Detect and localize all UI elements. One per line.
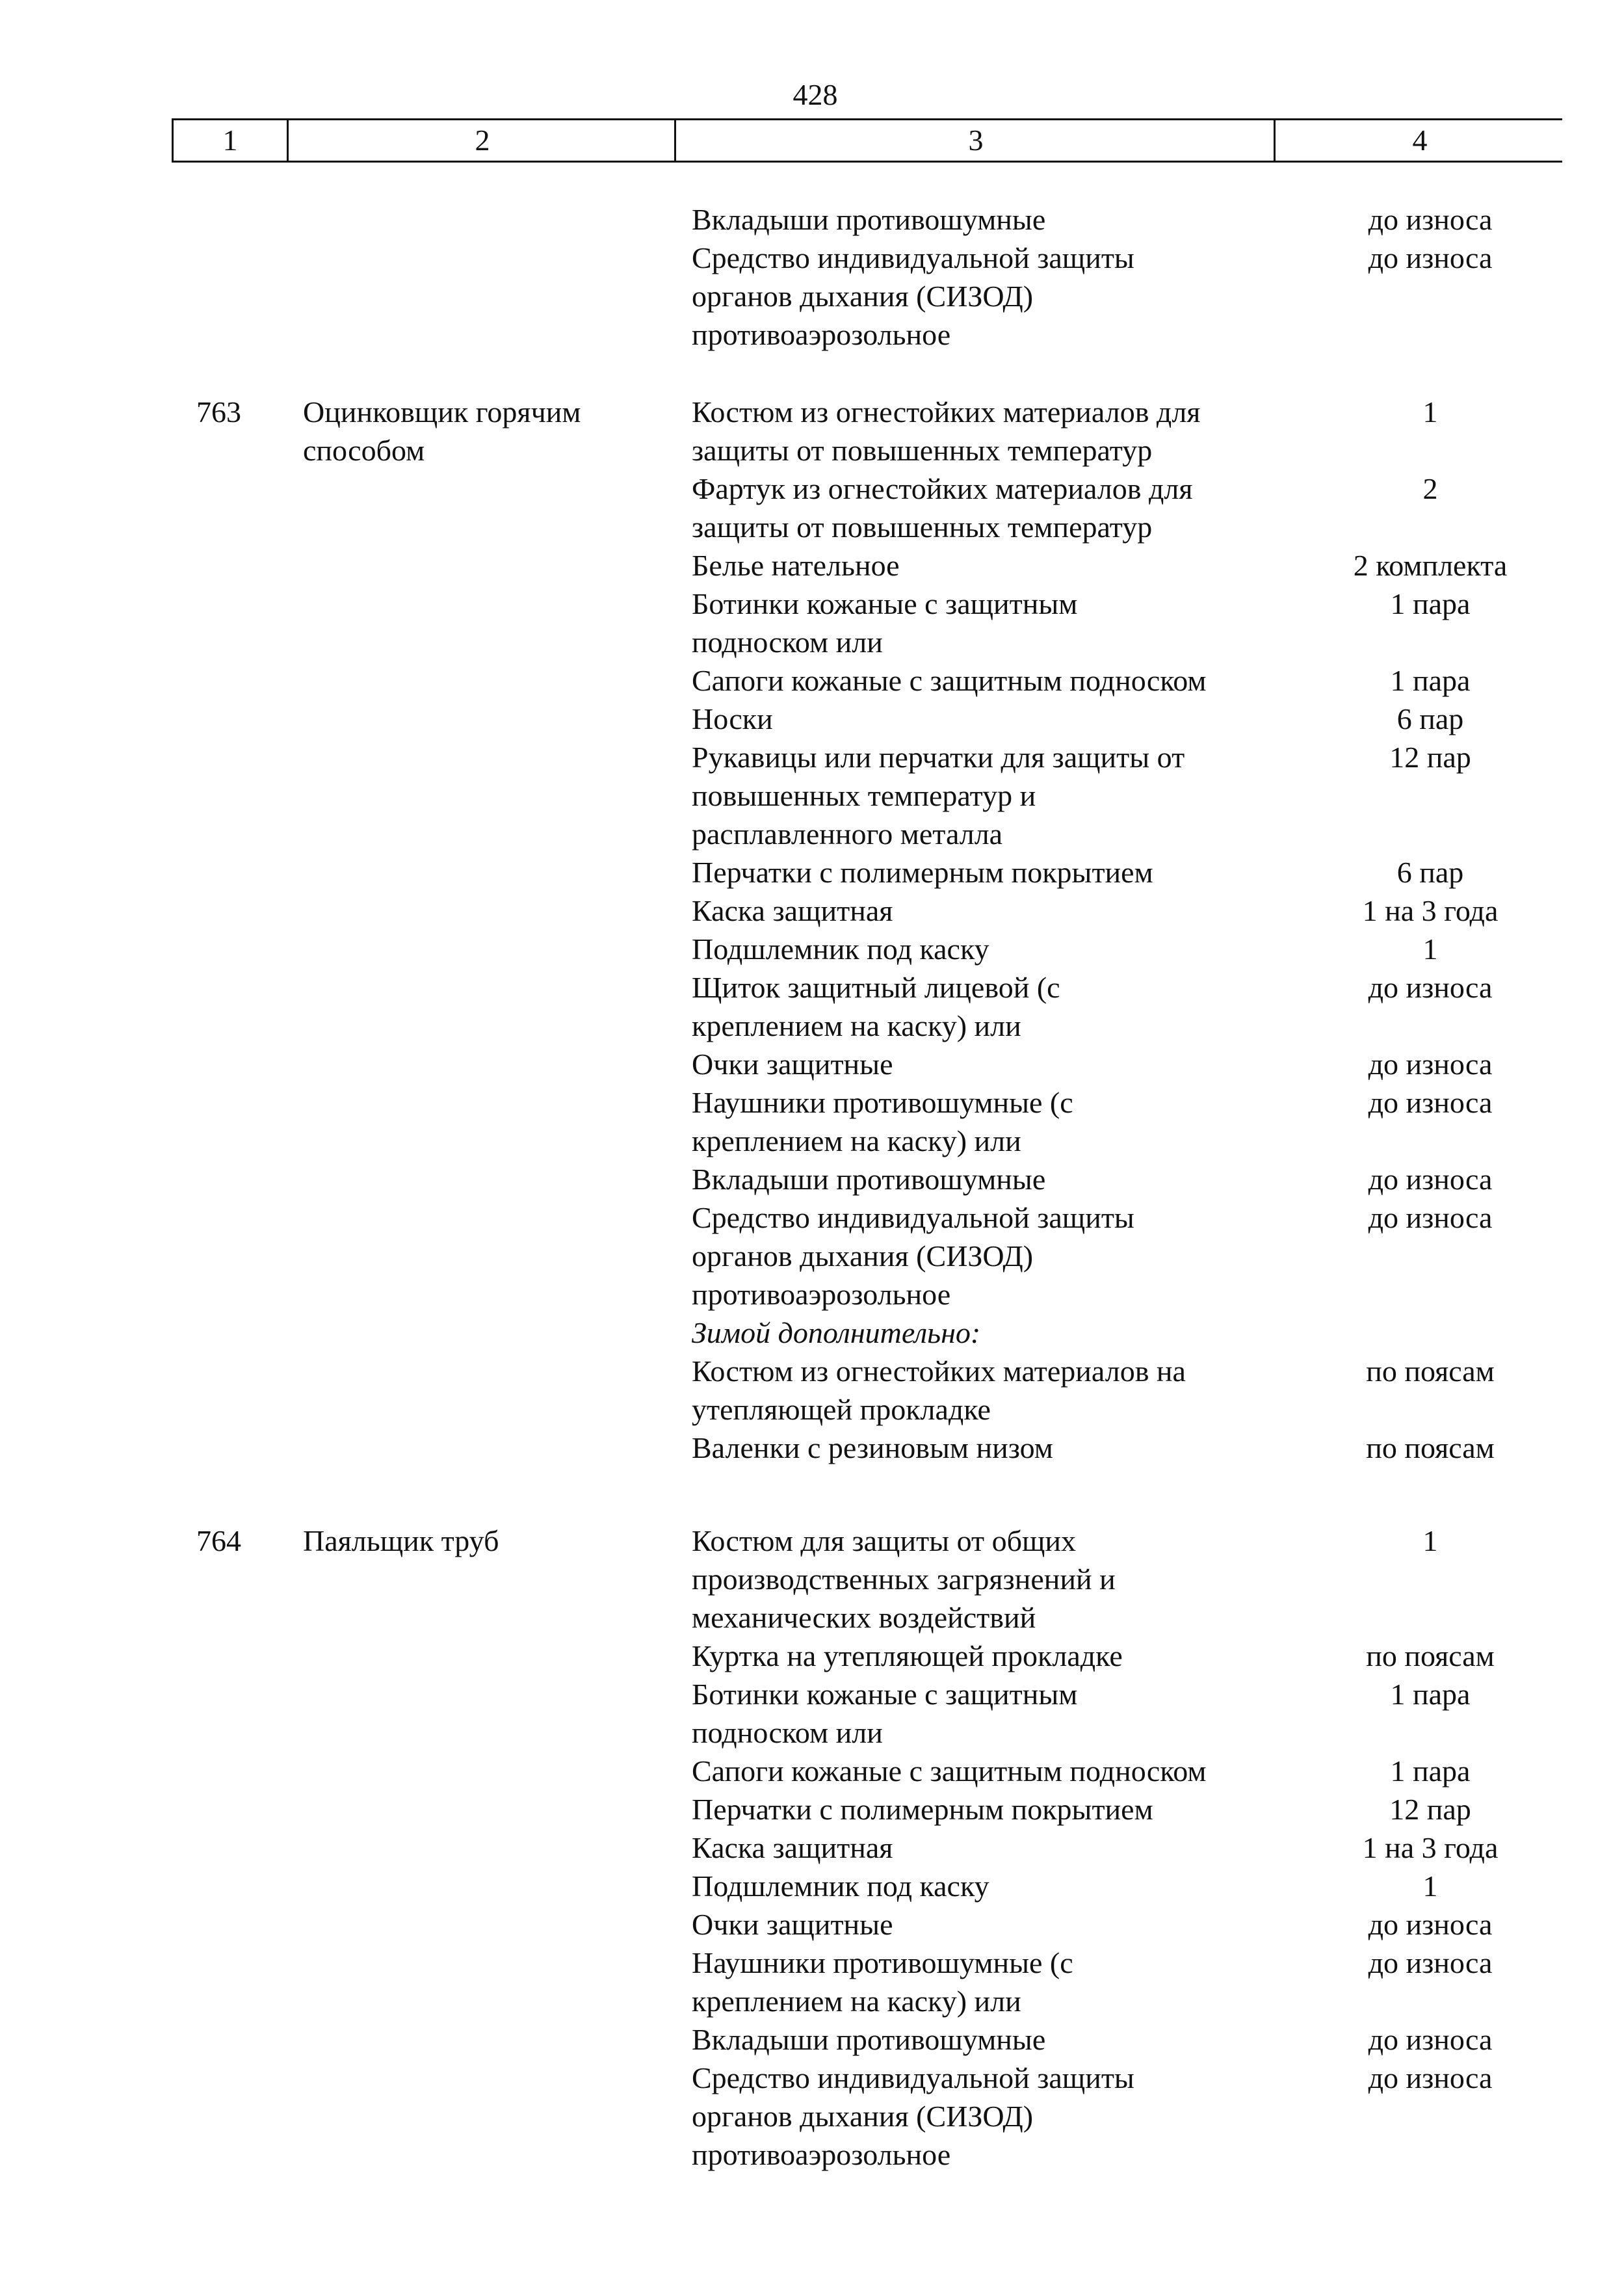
item-quantity: до износа: [1368, 971, 1493, 1004]
item-name-line: Средство индивидуальной защиты: [692, 1201, 1134, 1234]
item-quantity: по поясам: [1366, 1431, 1495, 1464]
item-name-line: производственных загрязнений и: [692, 1563, 1116, 1596]
item-quantity: 1: [1422, 395, 1438, 429]
item-name-line: Перчатки с полимерным покрытием: [692, 856, 1153, 889]
item-name-line: Подшлемник под каску: [692, 932, 989, 966]
item-quantity: до износа: [1368, 2061, 1493, 2094]
item-quantity: 1 на 3 года: [1362, 1831, 1499, 1864]
header-col-2: 2: [287, 120, 676, 161]
item-quantity: по поясам: [1366, 1354, 1495, 1388]
item-quantity: до износа: [1368, 1946, 1493, 1979]
item-name-line: Средство индивидуальной защиты: [692, 241, 1134, 274]
item-quantity: 2: [1422, 472, 1438, 505]
item-name-line: органов дыхания (СИЗОД): [692, 280, 1034, 313]
item-name-line: защиты от повышенных температур: [692, 510, 1153, 544]
item-quantity: 1 на 3 года: [1362, 894, 1499, 927]
item-name-line: Носки: [692, 702, 773, 735]
item-quantity: по поясам: [1366, 1639, 1495, 1672]
item-name-line: Сапоги кожаные с защитным подноском: [692, 1754, 1207, 1788]
item-name-line: креплением на каску) или: [692, 1124, 1021, 1157]
item-name-line: Каска защитная: [692, 894, 893, 927]
profession-name: Паяльщик труб: [303, 1524, 499, 1557]
item-name-line: Средство индивидуальной защиты: [692, 2061, 1134, 2094]
item-quantity: до износа: [1368, 1201, 1493, 1234]
header-col-4: 4: [1274, 120, 1564, 161]
item-quantity: 2 комплекта: [1353, 549, 1508, 582]
item-name-line: креплением на каску) или: [692, 1985, 1021, 2018]
item-name-line: Очки защитные: [692, 1048, 893, 1081]
item-name-line: Вкладыши противошумные: [692, 1163, 1046, 1196]
item-quantity: до износа: [1368, 1908, 1493, 1941]
item-quantity: до износа: [1368, 1163, 1493, 1196]
item-quantity: 6 пар: [1396, 856, 1464, 889]
page-number: 428: [792, 78, 838, 111]
item-quantity: до износа: [1368, 1048, 1493, 1081]
item-name-line: Вкладыши противошумные: [692, 2023, 1046, 2056]
item-name-line: креплением на каску) или: [692, 1009, 1021, 1042]
item-name-line: Куртка на утепляющей прокладке: [692, 1639, 1123, 1672]
item-quantity: 1 пара: [1390, 1678, 1471, 1711]
item-quantity: 6 пар: [1396, 702, 1464, 735]
header-col-3: 3: [674, 120, 1276, 161]
item-name-line: Наушники противошумные (с: [692, 1946, 1073, 1979]
item-quantity: 1: [1422, 932, 1438, 966]
item-name-line: подноском или: [692, 1716, 883, 1749]
item-quantity: до износа: [1368, 2023, 1493, 2056]
item-name-line: защиты от повышенных температур: [692, 434, 1153, 467]
item-quantity: 12 пар: [1389, 741, 1471, 774]
item-name-line: противоаэрозольное: [692, 318, 951, 351]
item-name-line: Белье нательное: [692, 549, 900, 582]
header-col-1: 1: [222, 124, 238, 157]
item-quantity: до износа: [1368, 203, 1493, 236]
item-name-line: Зимой дополнительно:: [692, 1316, 981, 1349]
item-quantity: 1: [1422, 1869, 1438, 1903]
item-name-line: механических воздействий: [692, 1601, 1036, 1634]
item-name-line: Щиток защитный лицевой (с: [692, 971, 1060, 1004]
item-name-line: Очки защитные: [692, 1908, 893, 1941]
table-header: [172, 118, 1562, 163]
item-name-line: органов дыхания (СИЗОД): [692, 2100, 1034, 2133]
item-quantity: 1 пара: [1390, 1754, 1471, 1788]
item-name-line: Ботинки кожаные с защитным: [692, 587, 1078, 620]
item-name-line: подноском или: [692, 626, 883, 659]
item-name-line: Перчатки с полимерным покрытием: [692, 1793, 1153, 1826]
item-name-line: Вкладыши противошумные: [692, 203, 1046, 236]
item-name-line: Подшлемник под каску: [692, 1869, 989, 1903]
entry-number: 763: [196, 395, 241, 429]
item-quantity: 1: [1422, 1524, 1438, 1557]
profession-name: Оцинковщик горячим: [303, 395, 581, 429]
profession-name: способом: [303, 434, 425, 467]
item-name-line: противоаэрозольное: [692, 1278, 951, 1311]
item-name-line: Рукавицы или перчатки для защиты от: [692, 741, 1185, 774]
item-name-line: Каска защитная: [692, 1831, 893, 1864]
item-quantity: 12 пар: [1389, 1793, 1471, 1826]
item-name-line: Ботинки кожаные с защитным: [692, 1678, 1078, 1711]
item-quantity: до износа: [1368, 241, 1493, 274]
item-name-line: повышенных температур и: [692, 779, 1036, 812]
item-quantity: 1 пара: [1390, 587, 1471, 620]
item-name-line: противоаэрозольное: [692, 2138, 951, 2171]
item-name-line: расплавленного металла: [692, 817, 1003, 851]
item-name-line: Костюм для защиты от общих: [692, 1524, 1077, 1557]
item-name-line: Костюм из огнестойких материалов для: [692, 395, 1201, 429]
item-name-line: утепляющей прокладке: [692, 1393, 991, 1426]
item-name-line: органов дыхания (СИЗОД): [692, 1239, 1034, 1273]
item-name-line: Фартук из огнестойких материалов для: [692, 472, 1193, 505]
entry-number: 764: [196, 1524, 241, 1557]
item-name-line: Сапоги кожаные с защитным подноском: [692, 664, 1207, 697]
item-name-line: Костюм из огнестойких материалов на: [692, 1354, 1186, 1388]
item-quantity: до износа: [1368, 1086, 1493, 1119]
item-quantity: 1 пара: [1390, 664, 1471, 697]
item-name-line: Валенки с резиновым низом: [692, 1431, 1053, 1464]
item-name-line: Наушники противошумные (с: [692, 1086, 1073, 1119]
